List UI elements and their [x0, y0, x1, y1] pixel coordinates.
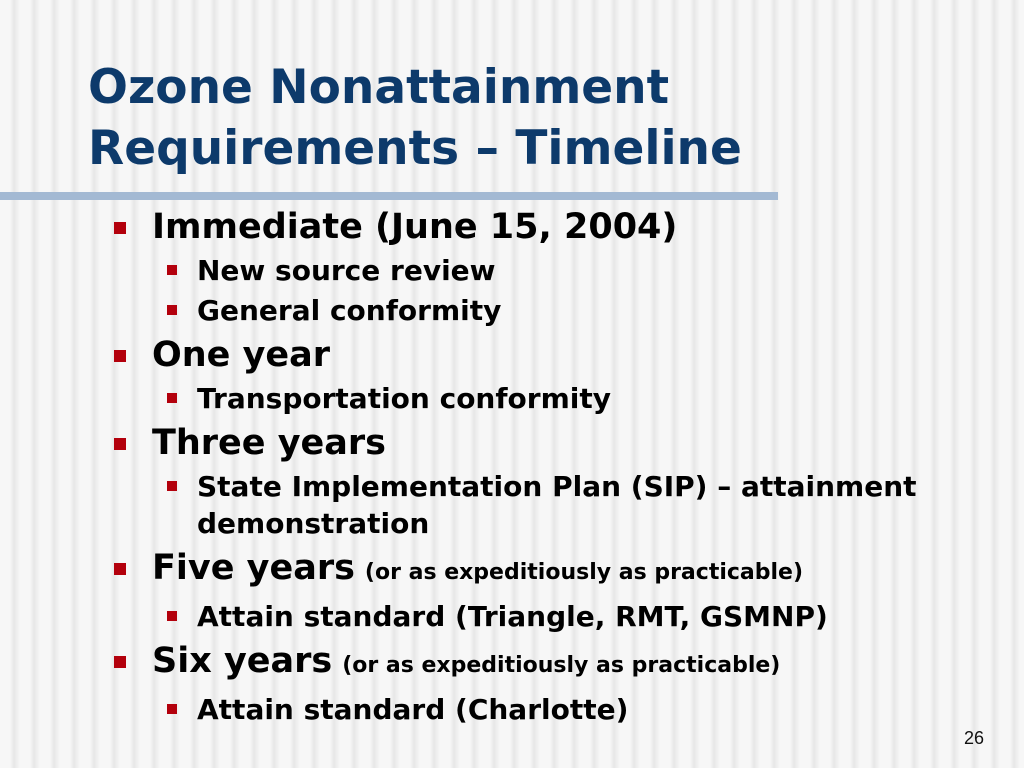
- timeline-item: [108, 205, 1008, 329]
- timeline-item: [108, 639, 1008, 728]
- timeline-subitems: [108, 598, 1008, 635]
- square-bullet-icon: [114, 563, 126, 575]
- timeline-item-heading: [108, 421, 1008, 465]
- timeline-item-heading: [108, 205, 1008, 249]
- square-bullet-icon: [167, 265, 177, 275]
- timeline-item-label: Six years: [152, 641, 333, 681]
- timeline-item-label: Five years: [152, 548, 355, 588]
- page-number: 26: [964, 728, 985, 748]
- timeline-item-heading: [108, 546, 1008, 595]
- slide-title: [88, 57, 742, 179]
- timeline-subitem: [108, 468, 1008, 542]
- timeline-subitem-text: Transportation conformity: [197, 382, 611, 415]
- title-divider: [0, 192, 778, 200]
- slide-title-line-1: Ozone Nonattainment: [88, 60, 670, 115]
- timeline-subitem-text: New source review: [197, 254, 496, 287]
- timeline-subitem: [108, 598, 1008, 635]
- square-bullet-icon: [167, 393, 177, 403]
- timeline-item-label: Three years: [152, 423, 386, 463]
- timeline-item-label: Immediate (June 15, 2004): [152, 207, 678, 247]
- timeline-subitem: [108, 691, 1008, 728]
- square-bullet-icon: [114, 656, 126, 668]
- timeline-subitems: [108, 252, 1008, 329]
- slide-title-line-2: Requirements – Timeline: [88, 121, 742, 176]
- timeline-subitems: [108, 468, 1008, 542]
- square-bullet-icon: [167, 481, 177, 491]
- timeline-subitems: [108, 380, 1008, 417]
- timeline-subitem: [108, 380, 1008, 417]
- timeline-item-note: (or as expeditiously as practicable): [342, 653, 781, 678]
- timeline-item: [108, 546, 1008, 635]
- square-bullet-icon: [114, 222, 126, 234]
- square-bullet-icon: [167, 611, 177, 621]
- timeline-subitem-text: Attain standard (Triangle, RMT, GSMNP): [197, 600, 828, 633]
- timeline-item-note: (or as expeditiously as practicable): [364, 560, 804, 585]
- timeline-subitem: [108, 252, 1008, 289]
- timeline-item-heading: [108, 639, 1008, 688]
- timeline-subitem: [108, 292, 1008, 329]
- timeline-item: [108, 333, 1008, 417]
- square-bullet-icon: [167, 305, 177, 315]
- square-bullet-icon: [167, 704, 177, 714]
- timeline-subitem-text: Attain standard (Charlotte): [197, 693, 629, 726]
- timeline-item: [108, 421, 1008, 542]
- timeline-item-label: One year: [152, 335, 331, 375]
- timeline-item-heading: [108, 333, 1008, 377]
- timeline-subitem-text: General conformity: [197, 294, 502, 327]
- square-bullet-icon: [114, 350, 126, 362]
- square-bullet-icon: [114, 438, 126, 450]
- timeline-list: [108, 201, 1008, 728]
- timeline-subitem-text: State Implementation Plan (SIP) – attainment demonstration: [197, 470, 917, 540]
- timeline-subitems: [108, 691, 1008, 728]
